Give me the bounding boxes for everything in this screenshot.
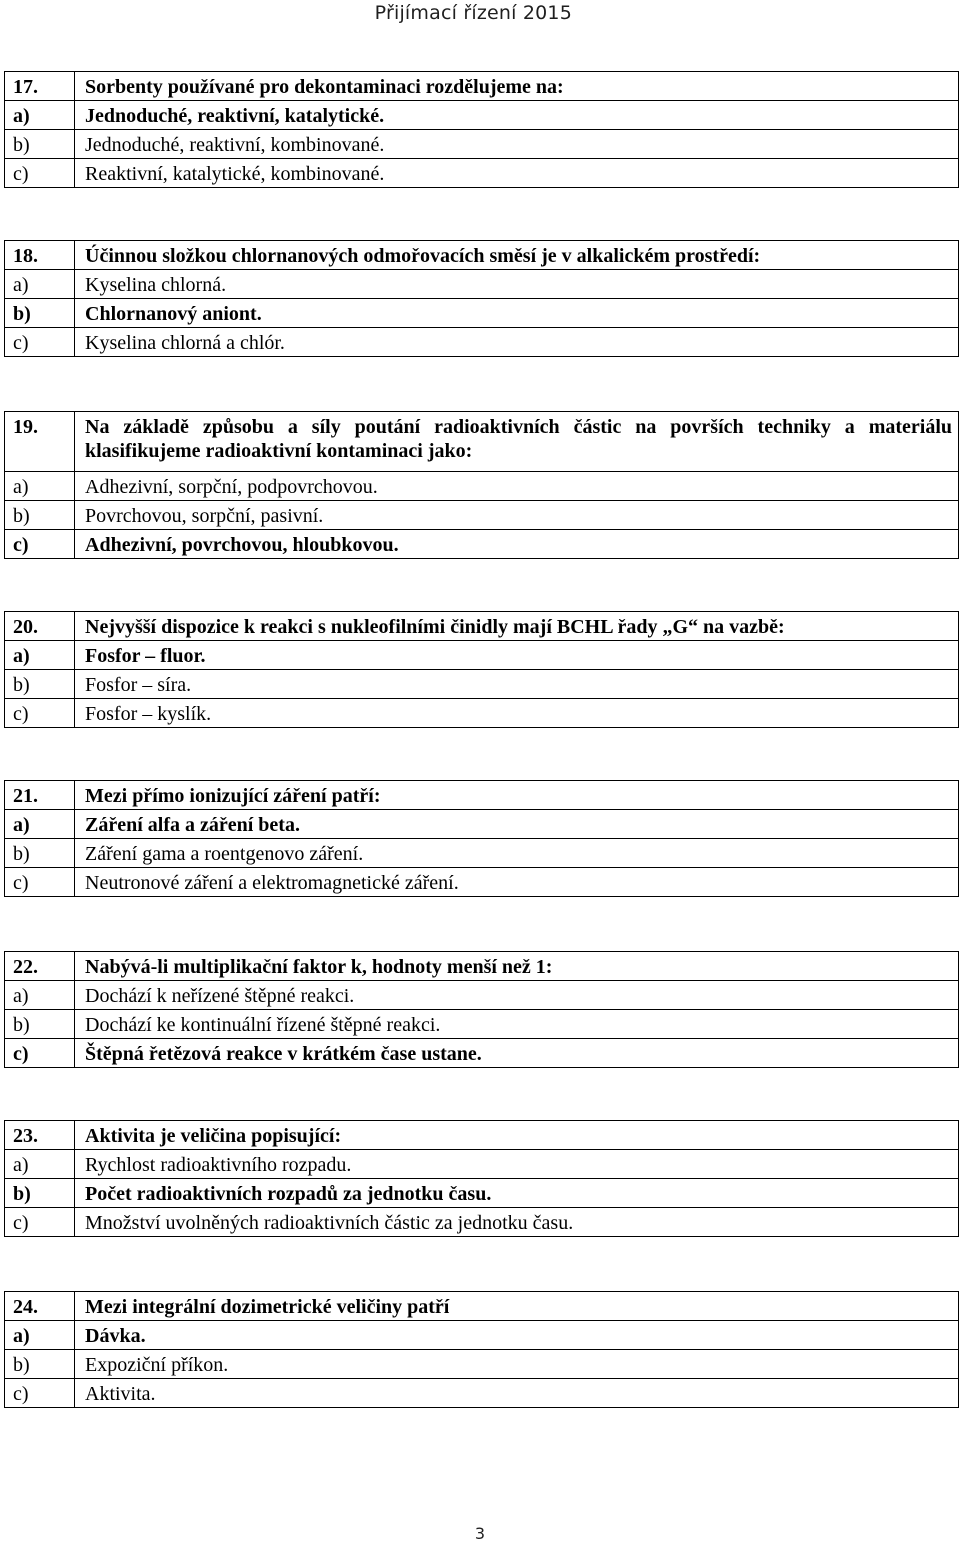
question-number: 18. — [5, 241, 75, 270]
answer-option-label: b) — [5, 1350, 75, 1379]
answer-option-text: Fosfor – kyslík. — [75, 699, 959, 728]
answer-option-label: b) — [5, 130, 75, 159]
answer-option-label: b) — [5, 839, 75, 868]
answer-option-row — [5, 1379, 959, 1408]
question-row — [5, 72, 959, 101]
answer-option-text: Množství uvolněných radioaktivních částic za jednotku času. — [75, 1208, 959, 1237]
question-number: 21. — [5, 781, 75, 810]
answer-option-text-correct: Jednoduché, reaktivní, katalytické. — [75, 101, 959, 130]
question-text: Sorbenty používané pro dekontaminaci rozdělujeme na: — [75, 72, 959, 101]
question-table — [4, 240, 959, 357]
answer-option-row — [5, 472, 959, 501]
answer-option-label: c) — [5, 868, 75, 897]
answer-option-text: Neutronové záření a elektromagnetické záření. — [75, 868, 959, 897]
answer-option-label: b) — [5, 1010, 75, 1039]
question-number: 22. — [5, 952, 75, 981]
question-table — [4, 71, 959, 188]
answer-option-text-correct: Fosfor – fluor. — [75, 641, 959, 670]
answer-option-row — [5, 868, 959, 897]
answer-option-row — [5, 270, 959, 299]
question-table — [4, 780, 959, 897]
answer-option-row — [5, 839, 959, 868]
answer-option-text: Kyselina chlorná. — [75, 270, 959, 299]
answer-option-row — [5, 641, 959, 670]
answer-option-label: c) — [5, 1039, 75, 1068]
question-number: 19. — [5, 412, 75, 472]
answer-option-label: a) — [5, 101, 75, 130]
page-number: 3 — [474, 1524, 486, 1543]
answer-option-row — [5, 130, 959, 159]
question-table — [4, 1120, 959, 1237]
answer-option-text: Adhezivní, sorpční, podpovrchovou. — [75, 472, 959, 501]
question-text: Účinnou složkou chlornanových odmořovacích směsí je v alkalickém prostředí: — [75, 241, 959, 270]
answer-option-label: c) — [5, 1379, 75, 1408]
answer-option-text-correct: Dávka. — [75, 1321, 959, 1350]
answer-option-label: c) — [5, 159, 75, 188]
answer-option-text: Dochází ke kontinuální řízené štěpné reakci. — [75, 1010, 959, 1039]
answer-option-text: Jednoduché, reaktivní, kombinované. — [75, 130, 959, 159]
question-row — [5, 241, 959, 270]
question-number: 24. — [5, 1292, 75, 1321]
answer-option-text: Záření gama a roentgenovo záření. — [75, 839, 959, 868]
answer-option-row — [5, 159, 959, 188]
page-header-title: Přijímací řízení 2015 — [374, 2, 572, 24]
answer-option-row — [5, 1150, 959, 1179]
answer-option-row — [5, 1208, 959, 1237]
answer-option-label: a) — [5, 270, 75, 299]
answer-option-label: a) — [5, 641, 75, 670]
question-row — [5, 612, 959, 641]
answer-option-row — [5, 1350, 959, 1379]
question-number: 23. — [5, 1121, 75, 1150]
question-table — [4, 611, 959, 728]
answer-option-row — [5, 1179, 959, 1208]
answer-option-text: Fosfor – síra. — [75, 670, 959, 699]
answer-option-row — [5, 101, 959, 130]
answer-option-text: Expoziční příkon. — [75, 1350, 959, 1379]
question-text: Nabývá-li multiplikační faktor k, hodnoty menší než 1: — [75, 952, 959, 981]
answer-option-label: a) — [5, 1150, 75, 1179]
answer-option-label: b) — [5, 299, 75, 328]
question-row — [5, 412, 959, 472]
question-text: Mezi přímo ionizující záření patří: — [75, 781, 959, 810]
answer-option-row — [5, 981, 959, 1010]
answer-option-row — [5, 501, 959, 530]
answer-option-text-correct: Počet radioaktivních rozpadů za jednotku času. — [75, 1179, 959, 1208]
answer-option-label: c) — [5, 530, 75, 559]
answer-option-text: Kyselina chlorná a chlór. — [75, 328, 959, 357]
answer-option-text-correct: Záření alfa a záření beta. — [75, 810, 959, 839]
question-row — [5, 952, 959, 981]
answer-option-row — [5, 1039, 959, 1068]
answer-option-text: Dochází k neřízené štěpné reakci. — [75, 981, 959, 1010]
question-table — [4, 411, 959, 559]
answer-option-text: Rychlost radioaktivního rozpadu. — [75, 1150, 959, 1179]
answer-option-text-correct: Chlornanový aniont. — [75, 299, 959, 328]
answer-option-text: Reaktivní, katalytické, kombinované. — [75, 159, 959, 188]
question-text: Nejvyšší dispozice k reakci s nukleofilními činidly mají BCHL řady „G“ na vazbě: — [75, 612, 959, 641]
answer-option-label: c) — [5, 328, 75, 357]
answer-option-row — [5, 670, 959, 699]
answer-option-row — [5, 810, 959, 839]
answer-option-text-correct: Štěpná řetězová reakce v krátkém čase ustane. — [75, 1039, 959, 1068]
question-row — [5, 1292, 959, 1321]
question-table — [4, 951, 959, 1068]
answer-option-text: Aktivita. — [75, 1379, 959, 1408]
answer-option-row — [5, 699, 959, 728]
question-number: 20. — [5, 612, 75, 641]
question-number: 17. — [5, 72, 75, 101]
answer-option-label: a) — [5, 472, 75, 501]
answer-option-label: b) — [5, 501, 75, 530]
answer-option-label: a) — [5, 810, 75, 839]
question-row — [5, 1121, 959, 1150]
question-table — [4, 1291, 959, 1408]
answer-option-label: a) — [5, 1321, 75, 1350]
answer-option-text: Povrchovou, sorpční, pasivní. — [75, 501, 959, 530]
answer-option-label: c) — [5, 699, 75, 728]
answer-option-row — [5, 530, 959, 559]
question-text: Mezi integrální dozimetrické veličiny patří — [75, 1292, 959, 1321]
answer-option-row — [5, 1010, 959, 1039]
answer-option-label: a) — [5, 981, 75, 1010]
answer-option-label: b) — [5, 670, 75, 699]
question-text: Aktivita je veličina popisující: — [75, 1121, 959, 1150]
question-row — [5, 781, 959, 810]
answer-option-row — [5, 328, 959, 357]
answer-option-label: b) — [5, 1179, 75, 1208]
answer-option-label: c) — [5, 1208, 75, 1237]
answer-option-row — [5, 299, 959, 328]
answer-option-row — [5, 1321, 959, 1350]
question-text: Na základě způsobu a síly poutání radioaktivních částic na površích techniky a materiálu klasifikujeme radioaktivní kontaminaci jako: — [75, 412, 959, 472]
answer-option-text-correct: Adhezivní, povrchovou, hloubkovou. — [75, 530, 959, 559]
